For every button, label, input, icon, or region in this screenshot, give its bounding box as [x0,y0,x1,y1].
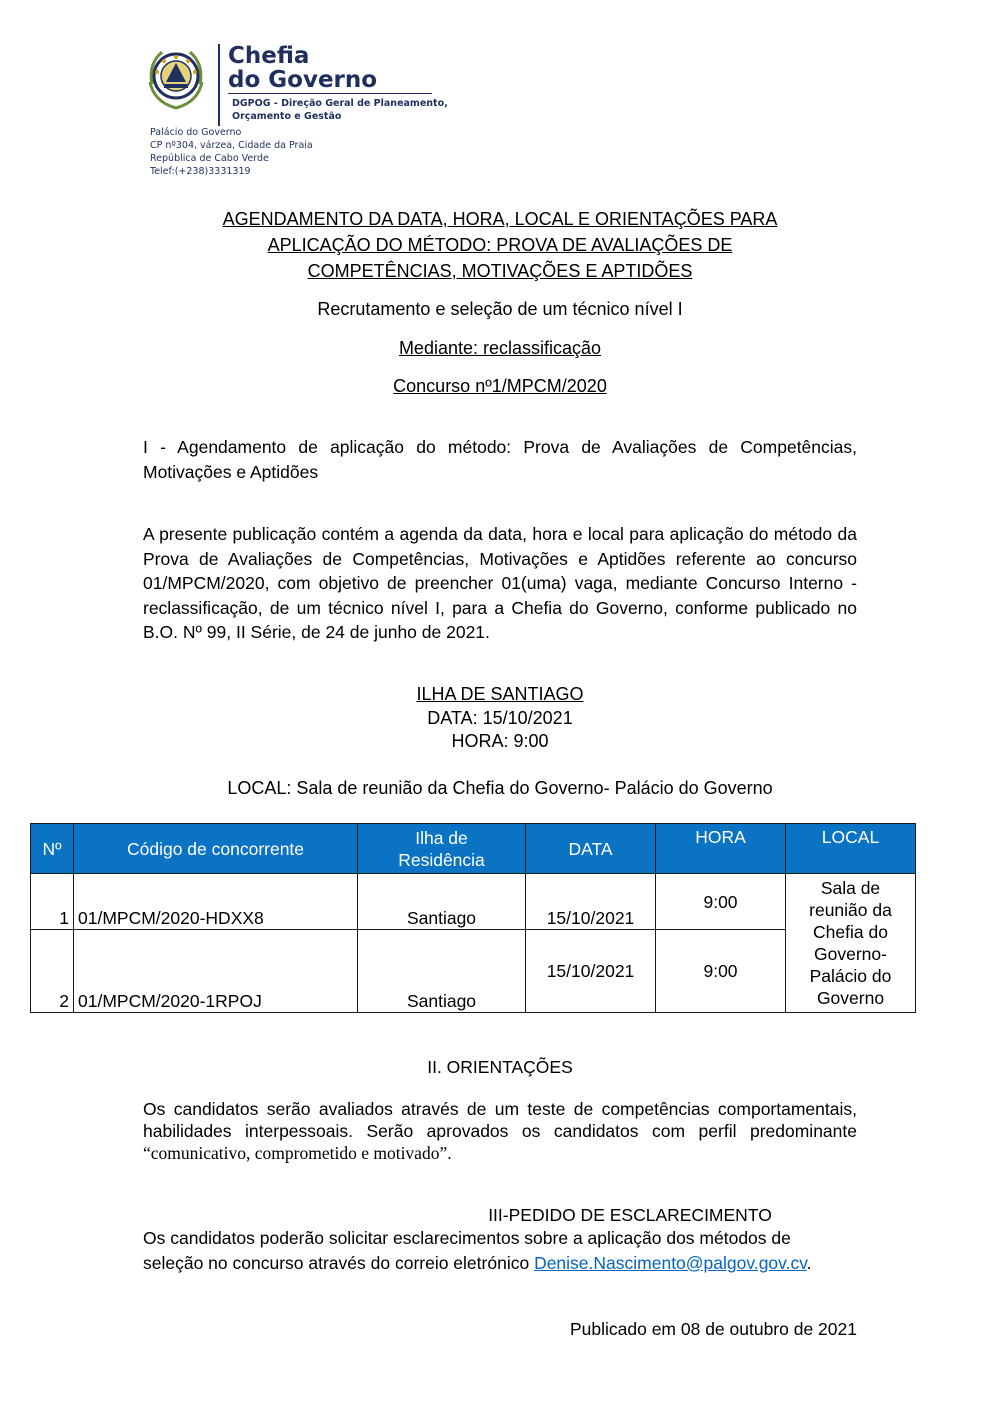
island-heading: ILHA DE SANTIAGO [416,684,584,704]
header-num: Nº [31,824,74,874]
document-title-3 [0,258,1000,284]
document-title [0,206,1000,232]
section3-heading: III-PEDIDO DE ESCLARECIMENTO [488,1205,772,1225]
section2-paragraph [143,1098,857,1164]
section1-heading-line1: I - Agendamento de aplicação do método: Prova de Avaliações de Competências, [143,437,857,457]
schedule-local: LOCAL: Sala de reunião da Chefia do Governo- Palácio do Governo [227,778,773,798]
paragraph-line: Os candidatos poderão solicitar esclarecimentos sobre a aplicação dos métodos de [143,1228,791,1248]
table-row [31,930,916,1013]
address-line: CP nº304, várzea, Cidade da Praia [150,140,313,151]
row-local-merged [786,874,916,1013]
header-code: Código de concorrente [74,824,358,874]
title-line2: APLICAÇÃO DO MÉTODO: PROVA DE AVALIAÇÕES DE [267,235,733,255]
section1-heading-line2: Motivações e Aptidões [143,461,319,482]
email-suffix: . [806,1252,812,1273]
table-row [31,874,916,930]
row-date: 15/10/2021 [526,874,656,930]
email-prefix: seleção no concurso através do correio eletrónico [143,1252,535,1273]
paragraph-line: A presente publicação contém a agenda da data, hora e local para aplicação do método da [143,524,857,544]
row-code: 01/MPCM/2020-1RPOJ [74,930,358,1013]
local-line: Chefia do [813,922,888,942]
header-island-line2: Residência [398,849,485,870]
address-line: Telef:(+238)3331319 [150,166,251,177]
org-subtitle-line1: DGPOG - Direção Geral de Planeamento, [232,98,448,109]
org-title-underline [228,93,432,94]
recruitment-subtitle: Recrutamento e seleção de um técnico nível I [317,299,683,319]
section3-paragraph [143,1226,857,1275]
row-num: 2 [31,930,74,1013]
org-subtitle-line2: Orçamento e Gestão [232,111,342,122]
mediante-subtitle: Mediante: reclassificação [398,338,602,358]
paragraph-line: reclassificação, de um técnico nível I, para a Chefia do Governo, conforme publicado no [143,597,857,618]
header-island-line1: Ilha de [415,827,468,848]
row-hour: 9:00 [656,930,786,1013]
row-hour: 9:00 [656,874,786,930]
header-hour: HORA [656,824,786,874]
paragraph-line: habilidades interpessoais. Serão aprovados os candidatos com perfil predominante [143,1121,857,1141]
paragraph-line: Os candidatos serão avaliados através de um teste de competências comportamentais, [143,1099,857,1119]
org-title-line1: Chefia [228,43,310,69]
local-line: Sala de [820,878,881,898]
header-date: DATA [526,824,656,874]
publication-date: Publicado em 08 de outubro de 2021 [569,1319,857,1339]
row-island: Santiago [358,874,526,930]
concurso-subtitle: Concurso nº1/MPCM/2020 [393,376,607,396]
row-num: 1 [31,874,74,930]
paragraph-line: B.O. Nº 99, II Série, de 24 de junho de 2021. [143,622,490,643]
local-line: reunião da [809,900,892,920]
paragraph-line: “comunicativo, comprometido e motivado”. [143,1143,452,1163]
header-island [358,824,526,874]
logo-divider [218,44,220,126]
row-date: 15/10/2021 [526,930,656,1013]
island-wrap [0,682,1000,706]
schedule-date: DATA: 15/10/2021 [427,708,573,728]
paragraph-line-email [143,1251,857,1276]
org-title-line2: do Governo [228,67,378,93]
local-line: Governo [816,988,885,1008]
header-local: LOCAL [786,824,916,874]
section1-paragraph [143,522,857,645]
schedule-time: HORA: 9:00 [451,731,549,751]
row-code: 01/MPCM/2020-HDXX8 [74,874,358,930]
mediante-wrap [0,335,1000,361]
email-link[interactable]: Denise.Nascimento@palgov.gov.cv [534,1252,807,1273]
title-line1: AGENDAMENTO DA DATA, HORA, LOCAL E ORIENTAÇÕES PARA [222,209,778,229]
paragraph-line: 01/MPCM/2020, com objetivo de preencher 01(uma) vaga, mediante Concurso Interno - [143,573,857,594]
document-title-2 [0,232,1000,258]
title-line3: COMPETÊNCIAS, MOTIVAÇÕES E APTIDÕES [307,261,693,281]
address-line: Palácio do Governo [150,127,242,138]
address-line: República de Cabo Verde [150,153,269,164]
local-line: Governo- [814,944,887,964]
section2-heading: II. ORIENTAÇÕES [427,1057,573,1077]
government-seal-icon [142,44,210,112]
concurso-wrap [0,373,1000,399]
section1-heading [143,435,857,484]
local-line: Palácio do [809,966,892,986]
schedule-table [30,823,916,1013]
paragraph-line: Prova de Avaliações de Competências, Motivações e Aptidões referente ao concurso [143,548,857,569]
table-header-row [31,824,916,874]
row-island: Santiago [358,930,526,1013]
